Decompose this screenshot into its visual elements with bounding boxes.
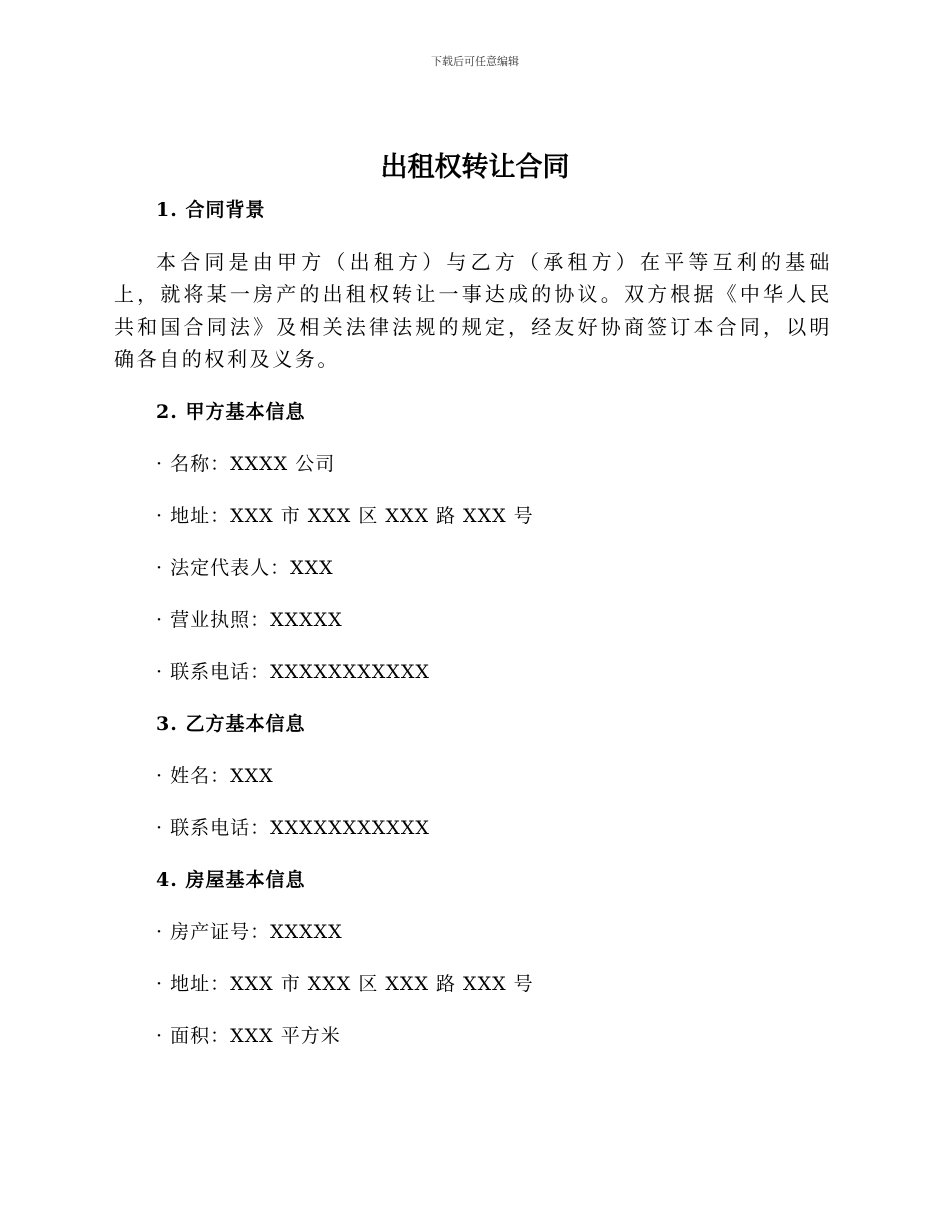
- section-party-b-info: [114, 708, 832, 844]
- list-item: · 联系电话：XXXXXXXXXXX: [156, 816, 430, 839]
- list-item: · 营业执照：XXXXX: [156, 608, 343, 631]
- list-item: · 地址：XXX 市 XXX 区 XXX 路 XXX 号: [156, 504, 534, 527]
- list-item: · 地址：XXX 市 XXX 区 XXX 路 XXX 号: [156, 972, 534, 995]
- list-item: · 联系电话：XXXXXXXXXXX: [156, 660, 430, 683]
- list-item: · 姓名：XXX: [156, 764, 274, 787]
- list-item: · 房产证号：XXXXX: [156, 920, 343, 943]
- document-title: 出租权转让合同: [380, 152, 570, 183]
- section-heading: 1. 合同背景: [156, 199, 266, 221]
- list-item: · 面积：XXX 平方米: [156, 1024, 341, 1047]
- list-item: · 法定代表人：XXX: [156, 556, 334, 579]
- section-heading: 3. 乙方基本信息: [156, 712, 306, 735]
- document-body: [114, 194, 832, 1052]
- section-paragraph: 本合同是由甲方（出租方）与乙方（承租方）在平等互利的基础上，就将某一房产的出租权转让一事达成的协议。双方根据《中华人民共和国合同法》及相关法律法规的规定，经友好协商签订本合同，以明确各自的权利及义务。: [114, 250, 832, 372]
- section-heading: 4. 房屋基本信息: [156, 868, 306, 891]
- page-header-note: 下载后可任意编辑: [431, 55, 519, 68]
- list-item: · 名称：XXXX 公司: [156, 452, 336, 475]
- section-contract-background: [114, 194, 832, 376]
- section-heading: 2. 甲方基本信息: [156, 400, 306, 423]
- section-party-a-info: [114, 396, 832, 688]
- section-property-info: [114, 864, 832, 1052]
